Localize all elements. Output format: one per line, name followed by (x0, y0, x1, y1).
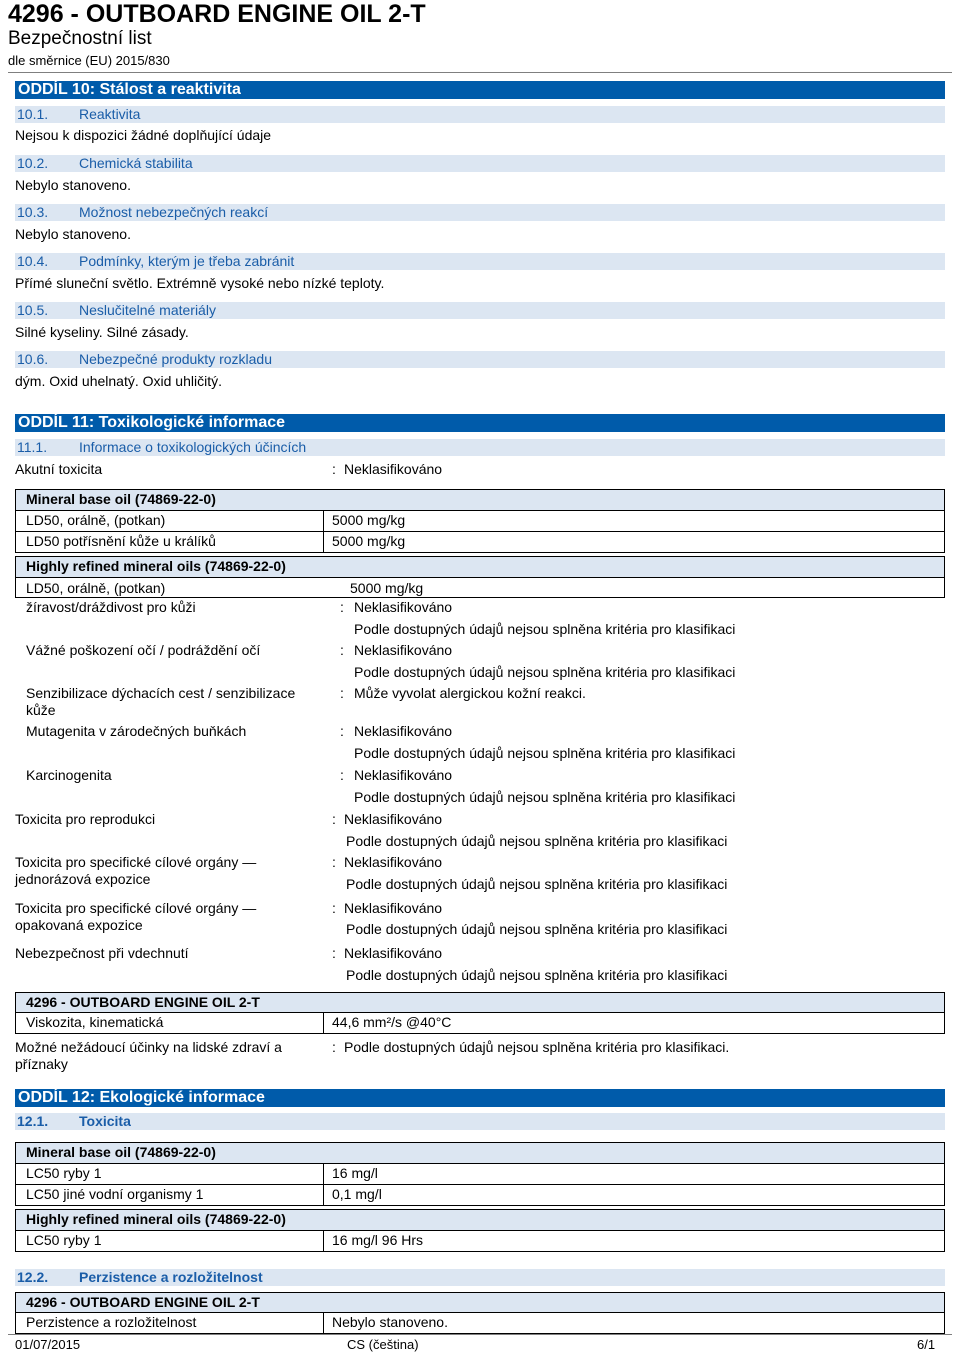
colon-separator: : (332, 461, 336, 477)
subsection-10-5-text: Silné kyseliny. Silné zásady. (15, 324, 189, 340)
subsection-number: 10.4. (17, 253, 49, 269)
general-hazard-note: Podle dostupných údajů nejsou splněna kritéria pro klasifikaci (346, 967, 728, 983)
subsection-10-3-heading (15, 204, 945, 221)
cell-divider (323, 1185, 324, 1205)
table-row (16, 1185, 944, 1205)
document-type: Bezpečnostní list (8, 28, 152, 49)
footer-language: CS (čeština) (347, 1337, 419, 1352)
table-header (16, 993, 944, 1013)
eco-persistence-table (15, 1292, 945, 1334)
table-header (16, 1143, 944, 1164)
hazard-label: Vážné poškození očí / podráždění očí (26, 642, 261, 658)
table-header-label: Highly refined mineral oils (74869-22-0) (26, 558, 286, 574)
table-row (16, 1164, 944, 1185)
subsection-title: Perzistence a rozložitelnost (79, 1269, 263, 1285)
row-value: 16 mg/l 96 Hrs (332, 1232, 424, 1248)
health-effects-label: Možné nežádoucí účinky na lidské zdraví a příznaky (15, 1039, 282, 1072)
cell-divider (323, 1231, 324, 1251)
health-effects-value: Podle dostupných údajů nejsou splněna kritéria pro klasifikaci. (344, 1039, 730, 1055)
cell-divider (323, 1164, 324, 1184)
table-header-label: Mineral base oil (74869-22-0) (26, 1144, 216, 1160)
table-header (16, 1210, 944, 1231)
document-title: 4296 - OUTBOARD ENGINE OIL 2-T (8, 0, 426, 28)
cell-divider (323, 511, 324, 531)
footer-page-number: 6/1 (917, 1337, 936, 1352)
colon-separator: : (332, 900, 336, 916)
cell-divider (323, 532, 324, 552)
row-label: Viskozita, kinematická (26, 1014, 164, 1030)
hazard-value: Neklasifikováno (354, 599, 453, 615)
table-row (16, 1231, 944, 1251)
table-row (16, 1313, 944, 1333)
hazard-note: Podle dostupných údajů nejsou splněna kritéria pro klasifikaci (354, 621, 736, 637)
general-hazard-label: Toxicita pro specifické cílové orgány — opakovaná expozice (15, 900, 257, 933)
table-header (16, 490, 944, 511)
colon-separator: : (340, 767, 344, 783)
row-value: Nebylo stanoveno. (332, 1314, 448, 1330)
general-hazard-label: Toxicita pro specifické cílové orgány — jednorázová expozice (15, 854, 257, 887)
table-header-label: 4296 - OUTBOARD ENGINE OIL 2-T (26, 1294, 260, 1310)
eco-refined-oil-table (15, 1209, 945, 1252)
subsection-10-6-text: dým. Oxid uhelnatý. Oxid uhličitý. (15, 373, 222, 389)
hazard-label: Karcinogenita (26, 767, 112, 783)
directive-reference: dle směrnice (EU) 2015/830 (8, 53, 170, 68)
hazard-label: Mutagenita v zárodečných buňkách (26, 723, 247, 739)
row-label: Perzistence a rozložitelnost (26, 1314, 197, 1330)
subsection-10-4-heading (15, 253, 945, 270)
subsection-title: Možnost nebezpečných reakcí (79, 204, 269, 220)
colon-separator: : (332, 854, 336, 870)
subsection-number: 12.2. (17, 1269, 49, 1285)
subsection-number: 10.1. (17, 106, 49, 122)
subsection-10-2-heading (15, 155, 945, 172)
subsection-title: Toxicita (79, 1113, 131, 1129)
general-hazard-value: Neklasifikováno (344, 945, 443, 961)
general-hazard-value: Neklasifikováno (344, 854, 443, 870)
mineral-oil-toxicity-table (15, 489, 945, 553)
general-hazard-label: Nebezpečnost při vdechnutí (15, 945, 189, 961)
subsection-number: 10.5. (17, 302, 49, 318)
subsection-10-1-text: Nejsou k dispozici žádné doplňující údaje (15, 127, 272, 143)
colon-separator: : (340, 723, 344, 739)
general-hazard-note: Podle dostupných údajů nejsou splněna kritéria pro klasifikaci (346, 921, 728, 937)
subsection-number: 12.1. (17, 1113, 49, 1129)
colon-separator: : (340, 599, 344, 615)
subsection-11-1-heading (15, 439, 945, 456)
row-value: 44,6 mm²/s @40°C (332, 1014, 452, 1030)
table-header (16, 1293, 944, 1313)
table-header-label: Highly refined mineral oils (74869-22-0) (26, 1211, 286, 1227)
eco-mineral-oil-table (15, 1142, 945, 1206)
general-hazard-value: Neklasifikováno (344, 900, 443, 916)
hazard-value: Neklasifikováno (354, 723, 453, 739)
table-header (16, 557, 944, 578)
refined-ld50-label: LD50, orálně, (potkan) (26, 580, 166, 596)
table-row (16, 1013, 944, 1033)
subsection-12-2-heading (15, 1269, 945, 1286)
subsection-title: Nebezpečné produkty rozkladu (79, 351, 273, 367)
subsection-10-1-heading (15, 106, 945, 123)
table-row (16, 532, 944, 552)
subsection-10-3-text: Nebylo stanoveno. (15, 226, 131, 242)
section-11-heading (15, 414, 945, 432)
row-label: LC50 ryby 1 (26, 1232, 102, 1248)
acute-toxicity-label: Akutní toxicita (15, 461, 103, 477)
row-label: LD50, orálně, (potkan) (26, 512, 166, 528)
footer-date: 01/07/2015 (15, 1337, 81, 1352)
colon-separator: : (332, 945, 336, 961)
row-value: 5000 mg/kg (332, 512, 406, 528)
subsection-10-5-heading (15, 302, 945, 319)
subsection-number: 10.2. (17, 155, 49, 171)
row-label: LC50 jiné vodní organismy 1 (26, 1186, 204, 1202)
colon-separator: : (340, 642, 344, 658)
section-11-title: ODDÍL 11: Toxikologické informace (18, 414, 286, 431)
table-row (16, 511, 944, 532)
subsection-number: 11.1. (17, 439, 48, 455)
section-10-title: ODDÍL 10: Stálost a reaktivita (18, 81, 241, 98)
row-label: LD50 potřísnění kůže u králíků (26, 533, 216, 549)
section-10-heading (15, 81, 945, 99)
general-hazard-note: Podle dostupných údajů nejsou splněna kritéria pro klasifikaci (346, 876, 728, 892)
hazard-label: žíravost/dráždivost pro kůži (26, 599, 196, 615)
cell-divider (323, 1313, 324, 1333)
subsection-12-1-heading (15, 1113, 945, 1130)
subsection-title: Informace o toxikologických účincích (79, 439, 307, 455)
row-value: 0,1 mg/l (332, 1186, 382, 1202)
colon-separator: : (340, 685, 344, 701)
general-hazard-value: Neklasifikováno (344, 811, 443, 827)
hazard-value: Může vyvolat alergickou kožní reakci. (354, 685, 586, 701)
general-hazard-note: Podle dostupných údajů nejsou splněna kritéria pro klasifikaci (346, 833, 728, 849)
hazard-note: Podle dostupných údajů nejsou splněna kritéria pro klasifikaci (354, 745, 736, 761)
acute-toxicity-value: Neklasifikováno (344, 461, 443, 477)
subsection-10-4-text: Přímé sluneční světlo. Extrémně vysoké nebo nízké teploty. (15, 275, 385, 291)
hazard-note: Podle dostupných údajů nejsou splněna kritéria pro klasifikaci (354, 664, 736, 680)
subsection-title: Neslučitelné materiály (79, 302, 216, 318)
subsection-title: Chemická stabilita (79, 155, 193, 171)
subsection-10-6-heading (15, 351, 945, 368)
colon-separator: : (332, 811, 336, 827)
subsection-number: 10.6. (17, 351, 49, 367)
row-value: 5000 mg/kg (332, 533, 406, 549)
refined-ld50-value: 5000 mg/kg (350, 580, 424, 596)
subsection-10-2-text: Nebylo stanoveno. (15, 177, 131, 193)
cell-divider (323, 1013, 324, 1033)
subsection-title: Reaktivita (79, 106, 141, 122)
row-value: 16 mg/l (332, 1165, 378, 1181)
hazard-note: Podle dostupných údajů nejsou splněna kritéria pro klasifikaci (354, 789, 736, 805)
section-12-heading (15, 1089, 945, 1107)
footer-divider (8, 1334, 952, 1335)
product-viscosity-table (15, 992, 945, 1034)
colon-separator: : (332, 1039, 336, 1055)
header-divider (8, 72, 952, 73)
hazard-label: Senzibilizace dýchacích cest / senzibilizace kůže (26, 685, 296, 718)
section-12-title: ODDÍL 12: Ekologické informace (18, 1089, 265, 1106)
hazard-value: Neklasifikováno (354, 642, 453, 658)
general-hazard-label: Toxicita pro reprodukci (15, 811, 156, 827)
table-header-label: 4296 - OUTBOARD ENGINE OIL 2-T (26, 994, 260, 1010)
subsection-title: Podmínky, kterým je třeba zabránit (79, 253, 295, 269)
row-label: LC50 ryby 1 (26, 1165, 102, 1181)
table-header-label: Mineral base oil (74869-22-0) (26, 491, 216, 507)
hazard-value: Neklasifikováno (354, 767, 453, 783)
subsection-number: 10.3. (17, 204, 49, 220)
